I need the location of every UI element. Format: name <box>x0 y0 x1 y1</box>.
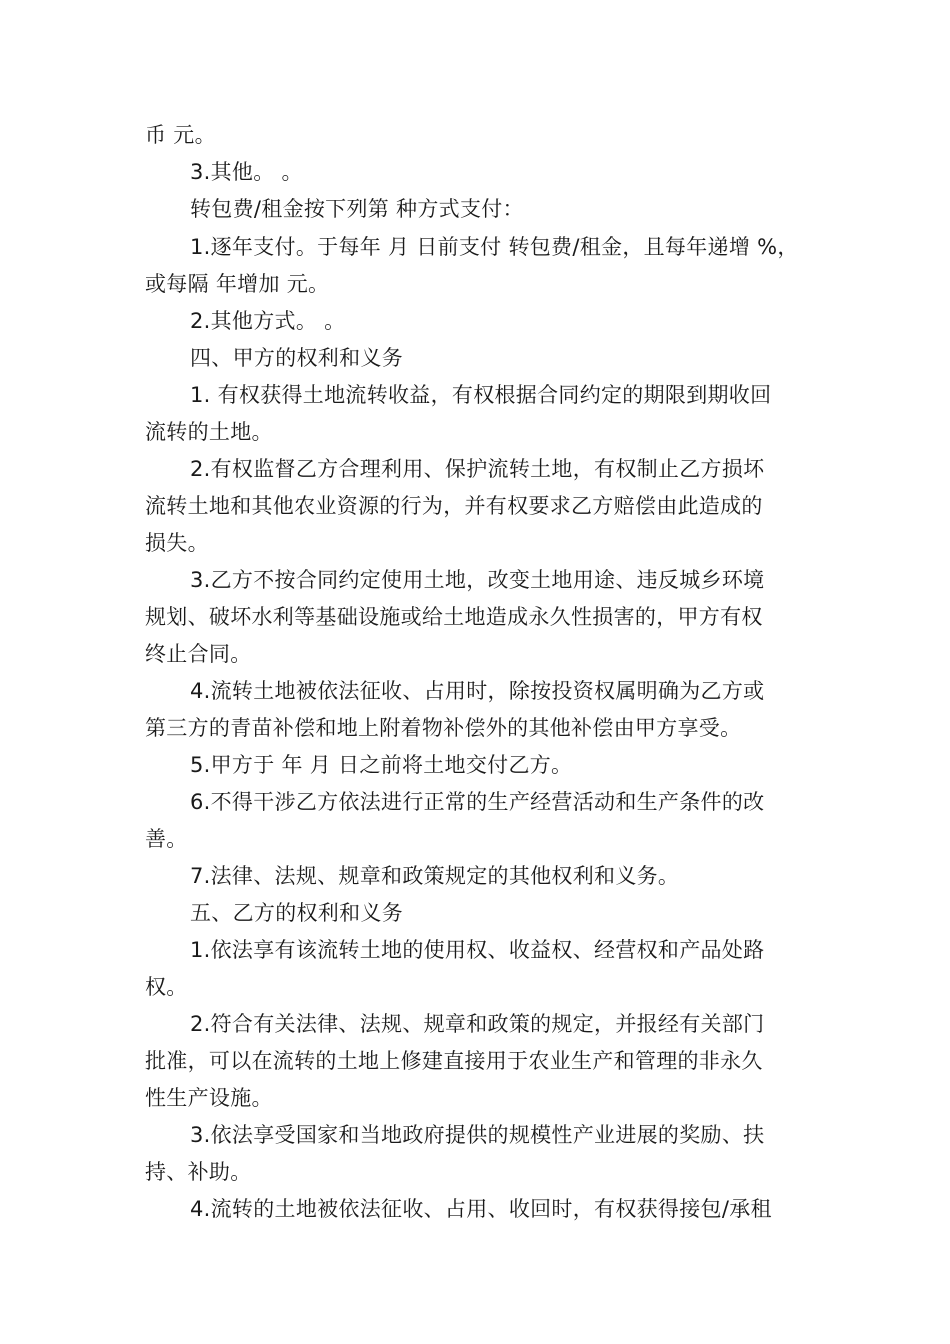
text-line: 规划、破坏水利等基础设施或给土地造成永久性损害的，甲方有权 <box>145 605 763 629</box>
text-line: 1.逐年支付。于每年 月 日前支付 转包费/租金，且每年递增 %， <box>190 235 799 259</box>
text-line: 币 元。 <box>145 123 216 147</box>
text-line: 第三方的青苗补偿和地上附着物补偿外的其他补偿由甲方享受。 <box>145 716 742 740</box>
text-line: 2.有权监督乙方合理利用、保护流转土地，有权制止乙方损坏 <box>190 457 765 481</box>
text-line: 4.流转土地被依法征收、占用时，除按投资权属明确为乙方或 <box>190 679 765 703</box>
text-line: 6.不得干涉乙方依法进行正常的生产经营活动和生产条件的改 <box>190 790 765 814</box>
text-line: 批准，可以在流转的土地上修建直接用于农业生产和管理的非永久 <box>145 1049 763 1073</box>
text-line: 1. 有权获得土地流转收益，有权根据合同约定的期限到期收回 <box>190 383 772 407</box>
text-line: 性生产设施。 <box>145 1086 273 1110</box>
text-line: 1.依法享有该流转土地的使用权、收益权、经营权和产品处路 <box>190 938 765 962</box>
text-line: 7.法律、法规、规章和政策规定的其他权利和义务。 <box>190 864 680 888</box>
text-line: 流转土地和其他农业资源的行为，并有权要求乙方赔偿由此造成的 <box>145 494 763 518</box>
text-line: 5.甲方于 年 月 日之前将土地交付乙方。 <box>190 753 573 777</box>
text-line: 流转的土地。 <box>145 420 273 444</box>
text-line: 2.其他方式。 。 <box>190 309 346 333</box>
text-line: 3.其他。 。 <box>190 160 303 184</box>
section-heading: 四、甲方的权利和义务 <box>190 346 403 370</box>
text-line: 持、补助。 <box>145 1160 252 1184</box>
text-line: 或每隔 年增加 元。 <box>145 272 330 296</box>
text-line: 终止合同。 <box>145 642 252 666</box>
text-line: 损失。 <box>145 531 209 555</box>
text-line: 3.乙方不按合同约定使用土地，改变土地用途、违反城乡环境 <box>190 568 765 592</box>
text-line: 转包费/租金按下列第 种方式支付： <box>190 197 524 221</box>
text-line: 2.符合有关法律、法规、规章和政策的规定，并报经有关部门 <box>190 1012 765 1036</box>
text-line: 善。 <box>145 827 188 851</box>
section-heading: 五、乙方的权利和义务 <box>190 901 403 925</box>
text-line: 3.依法享受国家和当地政府提供的规模性产业进展的奖励、扶 <box>190 1123 765 1147</box>
text-line: 权。 <box>145 975 188 999</box>
text-line: 4.流转的土地被依法征收、占用、收回时，有权获得接包/承租 <box>190 1197 772 1221</box>
